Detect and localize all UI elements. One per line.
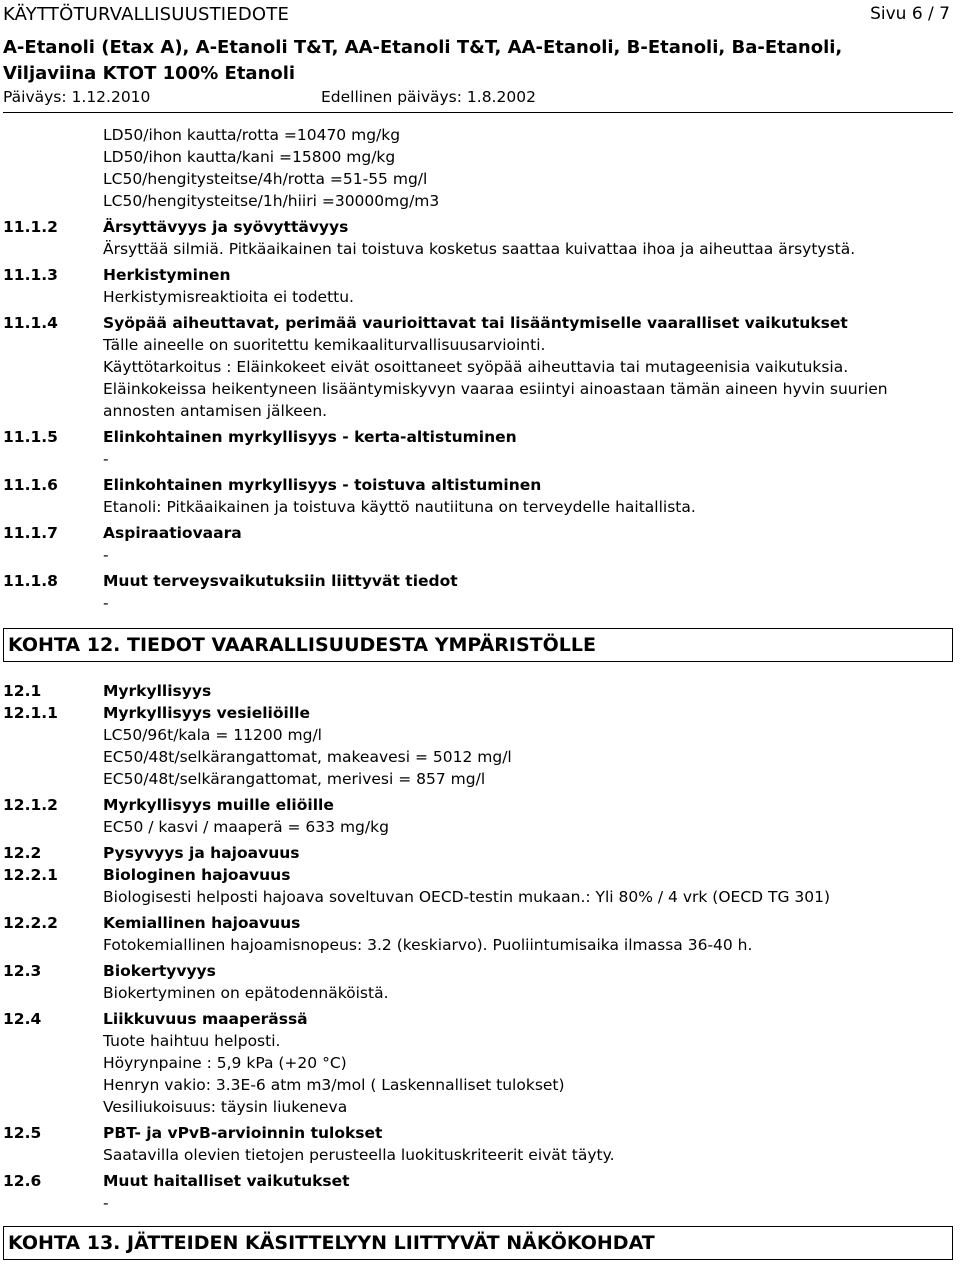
- section-text: EC50/48t/selkärangattomat, makeavesi = 5012 mg/l: [103, 748, 512, 766]
- issue-date: Päiväys: 1.12.2010: [3, 88, 151, 106]
- section-heading: Ärsyttävyys ja syövyttävyys: [103, 218, 349, 236]
- section-text: -: [103, 1194, 109, 1212]
- product-line-2: Viljaviina KTOT 100% Etanoli: [3, 63, 296, 84]
- section-number: 12.2.1: [3, 866, 58, 884]
- section-text: EC50/48t/selkärangattomat, merivesi = 857 mg/l: [103, 770, 486, 788]
- section-number: 12.1: [3, 682, 42, 700]
- section-heading: Myrkyllisyys muille eliöille: [103, 796, 334, 814]
- section-12-title: KOHTA 12. TIEDOT VAARALLISUUDESTA YMPÄRISTÖLLE: [3, 628, 953, 662]
- section-heading: Myrkyllisyys vesieliöille: [103, 704, 310, 722]
- section-11-1-6: [0, 474, 960, 518]
- page-number: Sivu 6 / 7: [870, 4, 950, 24]
- ld-line: LD50/ihon kautta/rotta =10470 mg/kg: [103, 126, 401, 144]
- section-text: LC50/96t/kala = 11200 mg/l: [103, 726, 322, 744]
- header-divider: [3, 112, 953, 113]
- section-number: 11.1.4: [3, 314, 58, 332]
- section-number: 11.1.6: [3, 476, 58, 494]
- ld-line: LD50/ihon kautta/kani =15800 mg/kg: [103, 148, 396, 166]
- section-12-1: [0, 680, 960, 702]
- section-12-6: [0, 1170, 960, 1214]
- section-number: 11.1.7: [3, 524, 58, 542]
- section-number: 12.4: [3, 1010, 42, 1028]
- section-text: Vesiliukoisuus: täysin liukeneva: [103, 1098, 348, 1116]
- section-text: Höyrynpaine : 5,9 kPa (+20 °C): [103, 1054, 347, 1072]
- section-text: -: [103, 450, 109, 468]
- section-heading: Syöpää aiheuttavat, perimää vaurioittavat tai lisääntymiselle vaaralliset vaikutukset: [103, 314, 848, 332]
- section-12-5: [0, 1122, 960, 1166]
- section-heading: Biokertyvyys: [103, 962, 216, 980]
- section-text: Fotokemiallinen hajoamisnopeus: 3.2 (keskiarvo). Puoliintumisaika ilmassa 36-40 h.: [103, 936, 753, 954]
- ld-line: LC50/hengitysteitse/4h/rotta =51-55 mg/l: [103, 170, 428, 188]
- section-text: Herkistymisreaktioita ei todettu.: [103, 288, 354, 306]
- product-line-1: A-Etanoli (Etax A), A-Etanoli T&T, AA-Etanoli T&T, AA-Etanoli, B-Etanoli, Ba-Etanoli,: [3, 37, 843, 58]
- section-number: 12.2: [3, 844, 42, 862]
- section-number: 12.5: [3, 1124, 42, 1142]
- section-11-1-7: [0, 522, 960, 566]
- section-heading: Myrkyllisyys: [103, 682, 212, 700]
- section-text: Tälle aineelle on suoritettu kemikaaliturvallisuusarviointi.: [103, 336, 546, 354]
- section-13-title: KOHTA 13. JÄTTEIDEN KÄSITTELYYN LIITTYVÄT NÄKÖKOHDAT: [3, 1226, 953, 1260]
- section-11-ld-values: [0, 124, 960, 212]
- section-number: 12.2.2: [3, 914, 58, 932]
- ld-line: LC50/hengitysteitse/1h/hiiri =30000mg/m3: [103, 192, 440, 210]
- section-text: Biokertyminen on epätodennäköistä.: [103, 984, 389, 1002]
- section-heading: PBT- ja vPvB-arvioinnin tulokset: [103, 1124, 383, 1142]
- section-12-2-1: [0, 864, 960, 908]
- section-12-3: [0, 960, 960, 1004]
- section-text: Etanoli: Pitkäaikainen ja toistuva käyttö nautiituna on terveydelle haitallista.: [103, 498, 696, 516]
- section-heading: Biologinen hajoavuus: [103, 866, 291, 884]
- section-number: 12.3: [3, 962, 42, 980]
- section-12-2: [0, 842, 960, 864]
- section-heading: Muut terveysvaikutuksiin liittyvät tiedot: [103, 572, 458, 590]
- section-heading: Herkistyminen: [103, 266, 231, 284]
- document-body: [0, 124, 960, 1260]
- section-text: Biologisesti helposti hajoava soveltuvan OECD-testin mukaan.: Yli 80% / 4 vrk (OECD TG 301): [103, 888, 831, 906]
- section-text: Käyttötarkoitus : Eläinkokeet eivät osoittaneet syöpää aiheuttavia tai mutageenisia vaikutuksia. Eläinkokeissa heikentyneen lisääntymiskyvyn vaaraa esiintyi ainoastaan tämän aineen hyvin suurien annosten antamisen jälkeen.: [103, 358, 888, 420]
- header-dates: [3, 88, 953, 106]
- section-12-2-2: [0, 912, 960, 956]
- section-heading: Kemiallinen hajoavuus: [103, 914, 301, 932]
- section-12-1-2: [0, 794, 960, 838]
- document-title: KÄYTTÖTURVALLISUUSTIEDOTE: [3, 4, 290, 25]
- section-number: 11.1.8: [3, 572, 58, 590]
- section-11-1-4: [0, 312, 960, 422]
- section-11-1-5: [0, 426, 960, 470]
- product-names: [3, 35, 953, 87]
- section-number: 12.1.2: [3, 796, 58, 814]
- section-11-1-2: [0, 216, 960, 260]
- section-text: -: [103, 594, 109, 612]
- section-12-1-1: [0, 702, 960, 790]
- section-11-1-8: [0, 570, 960, 614]
- section-text: Henryn vakio: 3.3E-6 atm m3/mol ( Laskennalliset tulokset): [103, 1076, 565, 1094]
- section-heading: Liikkuvuus maaperässä: [103, 1010, 308, 1028]
- section-text: Tuote haihtuu helposti.: [103, 1032, 281, 1050]
- section-heading: Elinkohtainen myrkyllisyys - toistuva altistuminen: [103, 476, 542, 494]
- section-text: EC50 / kasvi / maaperä = 633 mg/kg: [103, 818, 389, 836]
- section-number: 11.1.5: [3, 428, 58, 446]
- section-heading: Aspiraatiovaara: [103, 524, 242, 542]
- section-text: Saatavilla olevien tietojen perusteella luokituskriteerit eivät täyty.: [103, 1146, 615, 1164]
- section-text: -: [103, 546, 109, 564]
- section-text: Ärsyttää silmiä. Pitkäaikainen tai toistuva kosketus saattaa kuivattaa ihoa ja aiheuttaa ärsytystä.: [103, 240, 856, 258]
- section-heading: Pysyvyys ja hajoavuus: [103, 844, 300, 862]
- previous-date: Edellinen päiväys: 1.8.2002: [321, 88, 536, 106]
- section-12-4: [0, 1008, 960, 1118]
- section-number: 12.1.1: [3, 704, 58, 722]
- section-11-1-3: [0, 264, 960, 308]
- section-number: 11.1.3: [3, 266, 58, 284]
- section-heading: Elinkohtainen myrkyllisyys - kerta-altistuminen: [103, 428, 517, 446]
- section-number: 11.1.2: [3, 218, 58, 236]
- section-heading: Muut haitalliset vaikutukset: [103, 1172, 350, 1190]
- section-number: 12.6: [3, 1172, 42, 1190]
